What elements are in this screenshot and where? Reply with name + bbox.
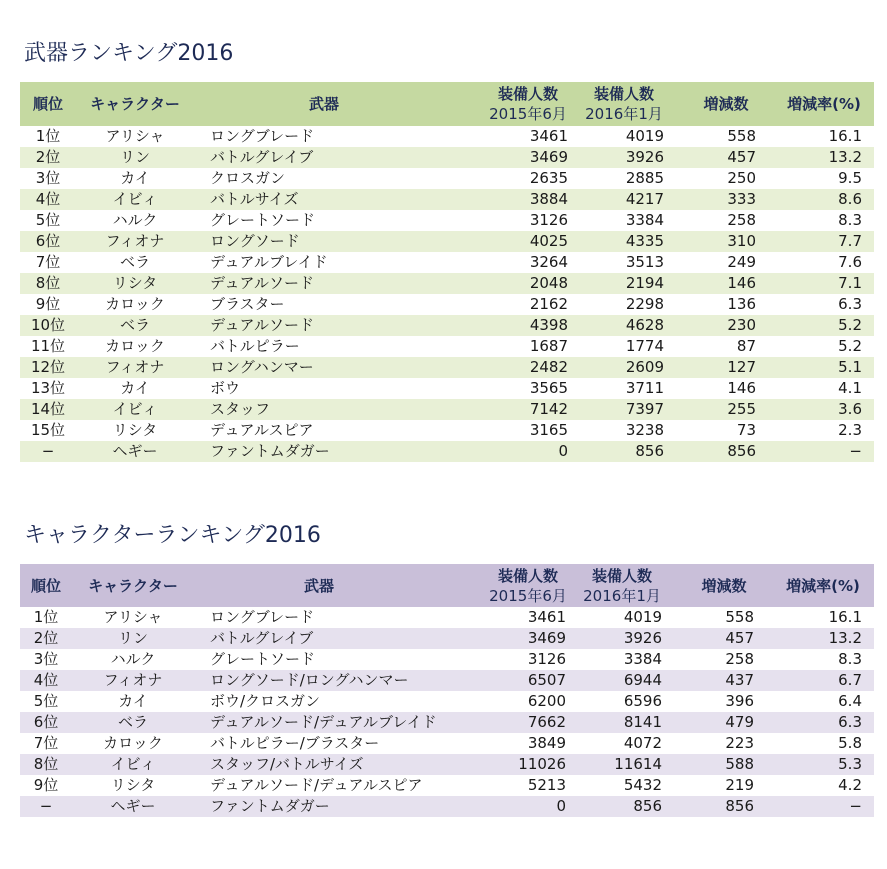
increase-cell: 457 — [727, 148, 756, 166]
table-row — [20, 420, 874, 441]
count-2016-cell: 4019 — [623, 608, 662, 626]
weapon-cell: ファントムダガー — [210, 442, 330, 460]
count-2015-cell: 7662 — [527, 713, 566, 731]
count-2015-cell: 3264 — [529, 253, 568, 271]
rate-cell: 4.2 — [838, 776, 862, 794]
table-row — [20, 691, 874, 712]
character-cell: カロック — [103, 734, 163, 752]
count-2015-cell: 1687 — [529, 337, 568, 355]
header-character: キャラクター — [90, 95, 180, 113]
header-increase: 増減数 — [703, 95, 749, 113]
increase-cell: 146 — [727, 379, 756, 397]
character-cell: ヘギー — [112, 442, 158, 460]
table-row — [20, 775, 874, 796]
rate-cell: 5.8 — [838, 734, 862, 752]
count-2015-cell: 3469 — [529, 148, 568, 166]
rank-cell: 7位 — [33, 734, 59, 752]
increase-cell: 230 — [727, 316, 756, 334]
table-row — [20, 441, 874, 462]
count-2015-cell: 3126 — [527, 650, 566, 668]
rank-cell: − — [41, 442, 55, 460]
increase-cell: 219 — [725, 776, 754, 794]
count-2016-cell: 4019 — [625, 127, 664, 145]
rate-cell: 16.1 — [828, 127, 862, 145]
table-row — [20, 670, 874, 691]
character-cell: カイ — [118, 692, 148, 710]
increase-cell: 146 — [727, 274, 756, 292]
weapon-cell: デュアルスピア — [210, 421, 314, 439]
count-2015-cell: 3469 — [527, 629, 566, 647]
header-count-2015 — [486, 564, 570, 607]
weapon-ranking-title: 武器ランキング2016 — [24, 41, 234, 66]
increase-cell: 588 — [725, 755, 754, 773]
header-count-2016-date: 2016年1月 — [585, 105, 663, 123]
character-cell: リシタ — [110, 776, 156, 794]
header-count-2016-label: 装備人数 — [593, 85, 654, 103]
character-cell: アリシャ — [103, 608, 163, 626]
weapon-cell: デュアルソード — [210, 274, 314, 292]
character-cell: リシタ — [112, 421, 158, 439]
character-cell: リン — [117, 629, 148, 647]
rate-cell: 5.1 — [838, 358, 862, 376]
increase-cell: 250 — [727, 169, 756, 187]
rank-cell: 8位 — [35, 274, 61, 292]
weapon-cell: ロングブレード — [210, 608, 315, 626]
header-rate: 増減率(%) — [786, 576, 860, 595]
count-2015-cell: 2635 — [529, 169, 568, 187]
count-2016-cell: 856 — [635, 442, 664, 460]
rank-cell: 9位 — [35, 295, 61, 313]
table-row — [20, 294, 874, 315]
rate-cell: 6.3 — [838, 713, 862, 731]
character-cell: ハルク — [110, 650, 156, 668]
table-row — [20, 712, 874, 733]
count-2016-cell: 3384 — [623, 650, 662, 668]
header-count-2016-date: 2016年1月 — [583, 586, 661, 605]
weapon-cell: バトルピラー — [210, 337, 300, 355]
weapon-cell: デュアルソード — [210, 316, 314, 334]
character-cell: リン — [119, 148, 150, 166]
weapon-cell: ブラスター — [210, 295, 285, 313]
header-character: キャラクター — [88, 576, 178, 595]
character-ranking-title: キャラクターランキング2016 — [24, 523, 321, 548]
weapon-cell: ロングソード/ロングハンマー — [210, 671, 409, 689]
count-2015-cell: 4398 — [529, 316, 568, 334]
character-cell: イビィ — [112, 400, 158, 418]
count-2016-cell: 7397 — [625, 400, 664, 418]
rank-cell: 4位 — [33, 671, 59, 689]
weapon-cell: バトルグレイブ — [210, 148, 314, 166]
increase-cell: 856 — [725, 797, 754, 815]
header-increase: 増減数 — [701, 576, 747, 595]
count-2015-cell: 3884 — [529, 190, 568, 208]
table-row — [20, 649, 874, 670]
rate-cell: 6.3 — [838, 295, 862, 313]
count-2015-cell: 2048 — [529, 274, 568, 292]
rank-cell: 9位 — [33, 776, 59, 794]
rank-cell: 11位 — [30, 337, 66, 355]
increase-cell: 255 — [727, 400, 756, 418]
character-cell: ハルク — [112, 211, 158, 229]
weapon-cell: スタッフ — [210, 400, 271, 418]
increase-cell: 457 — [725, 629, 754, 647]
table-row — [20, 754, 874, 775]
count-2015-cell: 0 — [556, 797, 566, 815]
weapon-cell: バトルグレイブ — [210, 629, 314, 647]
character-cell: カイ — [120, 169, 150, 187]
rank-cell: 2位 — [33, 629, 59, 647]
count-2015-cell: 3126 — [529, 211, 568, 229]
count-2016-cell: 4628 — [625, 316, 664, 334]
increase-cell: 127 — [727, 358, 756, 376]
count-2015-cell: 5213 — [527, 776, 566, 794]
count-2016-cell: 5432 — [623, 776, 662, 794]
weapon-cell: デュアルソード/デュアルブレイド — [210, 713, 437, 731]
count-2016-cell: 3926 — [623, 629, 662, 647]
character-cell: ベラ — [117, 713, 148, 731]
rate-cell: 13.2 — [828, 629, 862, 647]
header-count-2015-label: 装備人数 — [497, 566, 558, 585]
weapon-cell: グレートソード — [210, 650, 316, 668]
count-2015-cell: 0 — [558, 442, 568, 460]
table-row — [20, 189, 874, 210]
count-2016-cell: 2609 — [625, 358, 664, 376]
count-2015-cell: 2482 — [529, 358, 568, 376]
count-2016-cell: 2194 — [625, 274, 664, 292]
table-row — [20, 168, 874, 189]
table-row — [20, 733, 874, 754]
rate-cell: 7.6 — [838, 253, 862, 271]
increase-cell: 437 — [725, 671, 754, 689]
count-2016-cell: 6596 — [623, 692, 662, 710]
rank-cell: 1位 — [35, 127, 61, 145]
rate-cell: 16.1 — [828, 608, 862, 626]
rank-cell: 13位 — [30, 379, 66, 397]
header-count-2015-date: 2015年6月 — [489, 105, 567, 123]
character-cell: フィオナ — [105, 232, 165, 250]
rate-cell: 7.1 — [838, 274, 862, 292]
table-row — [20, 210, 874, 231]
count-2016-cell: 2885 — [625, 169, 664, 187]
table-row — [20, 231, 874, 252]
header-count-2015 — [454, 82, 572, 126]
weapon-cell: デュアルブレイド — [210, 253, 328, 271]
count-2016-cell: 4335 — [625, 232, 664, 250]
weapon-cell: クロスガン — [210, 169, 286, 187]
rate-cell: 5.2 — [838, 316, 862, 334]
header-rate: 増減率(%) — [787, 95, 861, 113]
header-count-2016 — [572, 82, 676, 126]
header-rank: 順位 — [32, 95, 63, 113]
header-count-2016 — [570, 564, 674, 607]
character-cell: カロック — [105, 337, 165, 355]
count-2016-cell: 8141 — [623, 713, 662, 731]
rank-cell: 7位 — [35, 253, 61, 271]
rank-cell: − — [39, 797, 53, 815]
count-2015-cell: 7142 — [529, 400, 568, 418]
rank-cell: 3位 — [35, 169, 61, 187]
header-rank: 順位 — [30, 576, 61, 595]
count-2016-cell: 3384 — [625, 211, 664, 229]
rate-cell: 9.5 — [838, 169, 862, 187]
count-2016-cell: 3711 — [625, 379, 664, 397]
increase-cell: 856 — [727, 442, 756, 460]
header-count-2015-label: 装備人数 — [497, 85, 558, 103]
rate-cell: 3.6 — [838, 400, 862, 418]
count-2016-cell: 6944 — [623, 671, 662, 689]
rate-cell: 5.2 — [838, 337, 862, 355]
weapon-cell: ロングハンマー — [210, 358, 314, 376]
rate-cell: 5.3 — [838, 755, 862, 773]
rate-cell: − — [849, 442, 862, 460]
count-2015-cell: 3849 — [527, 734, 566, 752]
weapon-cell: グレートソード — [210, 211, 316, 229]
increase-cell: 558 — [727, 127, 756, 145]
count-2015-cell: 3565 — [529, 379, 568, 397]
table-row — [20, 252, 874, 273]
count-2016-cell: 11614 — [614, 755, 662, 773]
count-2016-cell: 856 — [633, 797, 662, 815]
header-weapon: 武器 — [308, 95, 339, 113]
rate-cell: 7.7 — [838, 232, 862, 250]
table-row — [20, 315, 874, 336]
character-ranking-table — [20, 564, 874, 817]
character-cell: イビィ — [110, 755, 156, 773]
count-2015-cell: 4025 — [529, 232, 568, 250]
count-2016-cell: 1774 — [625, 337, 664, 355]
table-row — [20, 796, 874, 817]
increase-cell: 258 — [725, 650, 754, 668]
increase-cell: 258 — [727, 211, 756, 229]
increase-cell: 87 — [736, 337, 756, 355]
table-row — [20, 336, 874, 357]
character-cell: リシタ — [112, 274, 158, 292]
weapon-cell: バトルピラー/ブラスター — [210, 734, 380, 752]
weapon-cell: デュアルソード/デュアルスピア — [210, 776, 423, 794]
table-row — [20, 607, 874, 628]
increase-cell: 558 — [725, 608, 754, 626]
rate-cell: 2.3 — [838, 421, 862, 439]
rank-cell: 10位 — [30, 316, 66, 334]
rank-cell: 8位 — [33, 755, 59, 773]
table-row — [20, 126, 874, 147]
weapon-cell: バトルサイズ — [210, 190, 299, 208]
increase-cell: 479 — [725, 713, 754, 731]
rank-cell: 14位 — [30, 400, 66, 418]
rate-cell: 8.3 — [838, 650, 862, 668]
header-count-2016-label: 装備人数 — [591, 566, 652, 585]
rank-cell: 15位 — [30, 421, 66, 439]
table-row — [20, 357, 874, 378]
table-row — [20, 273, 874, 294]
rate-cell: 6.7 — [838, 671, 862, 689]
weapon-cell: ファントムダガー — [210, 797, 330, 815]
count-2016-cell: 4217 — [625, 190, 664, 208]
increase-cell: 249 — [727, 253, 756, 271]
table-row — [20, 399, 874, 420]
rate-cell: − — [849, 797, 862, 815]
rank-cell: 3位 — [33, 650, 59, 668]
count-2016-cell: 3238 — [625, 421, 664, 439]
table-row — [20, 378, 874, 399]
rank-cell: 5位 — [35, 211, 61, 229]
rank-cell: 6位 — [33, 713, 59, 731]
rank-cell: 5位 — [33, 692, 59, 710]
rate-cell: 8.3 — [838, 211, 862, 229]
count-2015-cell: 11026 — [518, 755, 566, 773]
character-cell: アリシャ — [105, 127, 165, 145]
weapon-cell: ボウ/クロスガン — [210, 692, 321, 710]
header-count-2015-date: 2015年6月 — [489, 586, 567, 605]
weapon-cell: ボウ — [210, 379, 241, 397]
increase-cell: 223 — [725, 734, 754, 752]
count-2015-cell: 2162 — [529, 295, 568, 313]
count-2015-cell: 6200 — [527, 692, 566, 710]
increase-cell: 310 — [727, 232, 756, 250]
weapon-ranking-table — [20, 82, 874, 462]
rate-cell: 8.6 — [838, 190, 862, 208]
count-2015-cell: 6507 — [527, 671, 566, 689]
count-2016-cell: 4072 — [623, 734, 662, 752]
rank-cell: 12位 — [30, 358, 66, 376]
increase-cell: 73 — [736, 421, 756, 439]
weapon-cell: スタッフ/バトルサイズ — [210, 755, 364, 773]
count-2016-cell: 2298 — [625, 295, 664, 313]
table-header-row — [20, 82, 874, 126]
rate-cell: 13.2 — [828, 148, 862, 166]
weapon-cell: ロングソード — [210, 232, 300, 250]
increase-cell: 396 — [725, 692, 754, 710]
character-cell: ヘギー — [110, 797, 156, 815]
increase-cell: 333 — [727, 190, 756, 208]
rank-cell: 4位 — [35, 190, 61, 208]
character-cell: ベラ — [119, 253, 150, 271]
header-weapon: 武器 — [304, 576, 335, 595]
rank-cell: 1位 — [33, 608, 59, 626]
character-cell: フィオナ — [105, 358, 165, 376]
character-cell: カロック — [105, 295, 165, 313]
count-2015-cell: 3461 — [529, 127, 568, 145]
character-cell: カイ — [120, 379, 150, 397]
weapon-cell: ロングブレード — [210, 127, 315, 145]
count-2016-cell: 3513 — [625, 253, 664, 271]
character-cell: フィオナ — [103, 671, 163, 689]
rate-cell: 4.1 — [838, 379, 862, 397]
rank-cell: 2位 — [35, 148, 61, 166]
table-header-row — [20, 564, 874, 607]
rank-cell: 6位 — [35, 232, 61, 250]
increase-cell: 136 — [727, 295, 756, 313]
table-row — [20, 628, 874, 649]
count-2016-cell: 3926 — [625, 148, 664, 166]
count-2015-cell: 3461 — [527, 608, 566, 626]
table-row — [20, 147, 874, 168]
count-2015-cell: 3165 — [529, 421, 568, 439]
character-cell: ベラ — [119, 316, 150, 334]
character-cell: イビィ — [112, 190, 158, 208]
rate-cell: 6.4 — [838, 692, 862, 710]
